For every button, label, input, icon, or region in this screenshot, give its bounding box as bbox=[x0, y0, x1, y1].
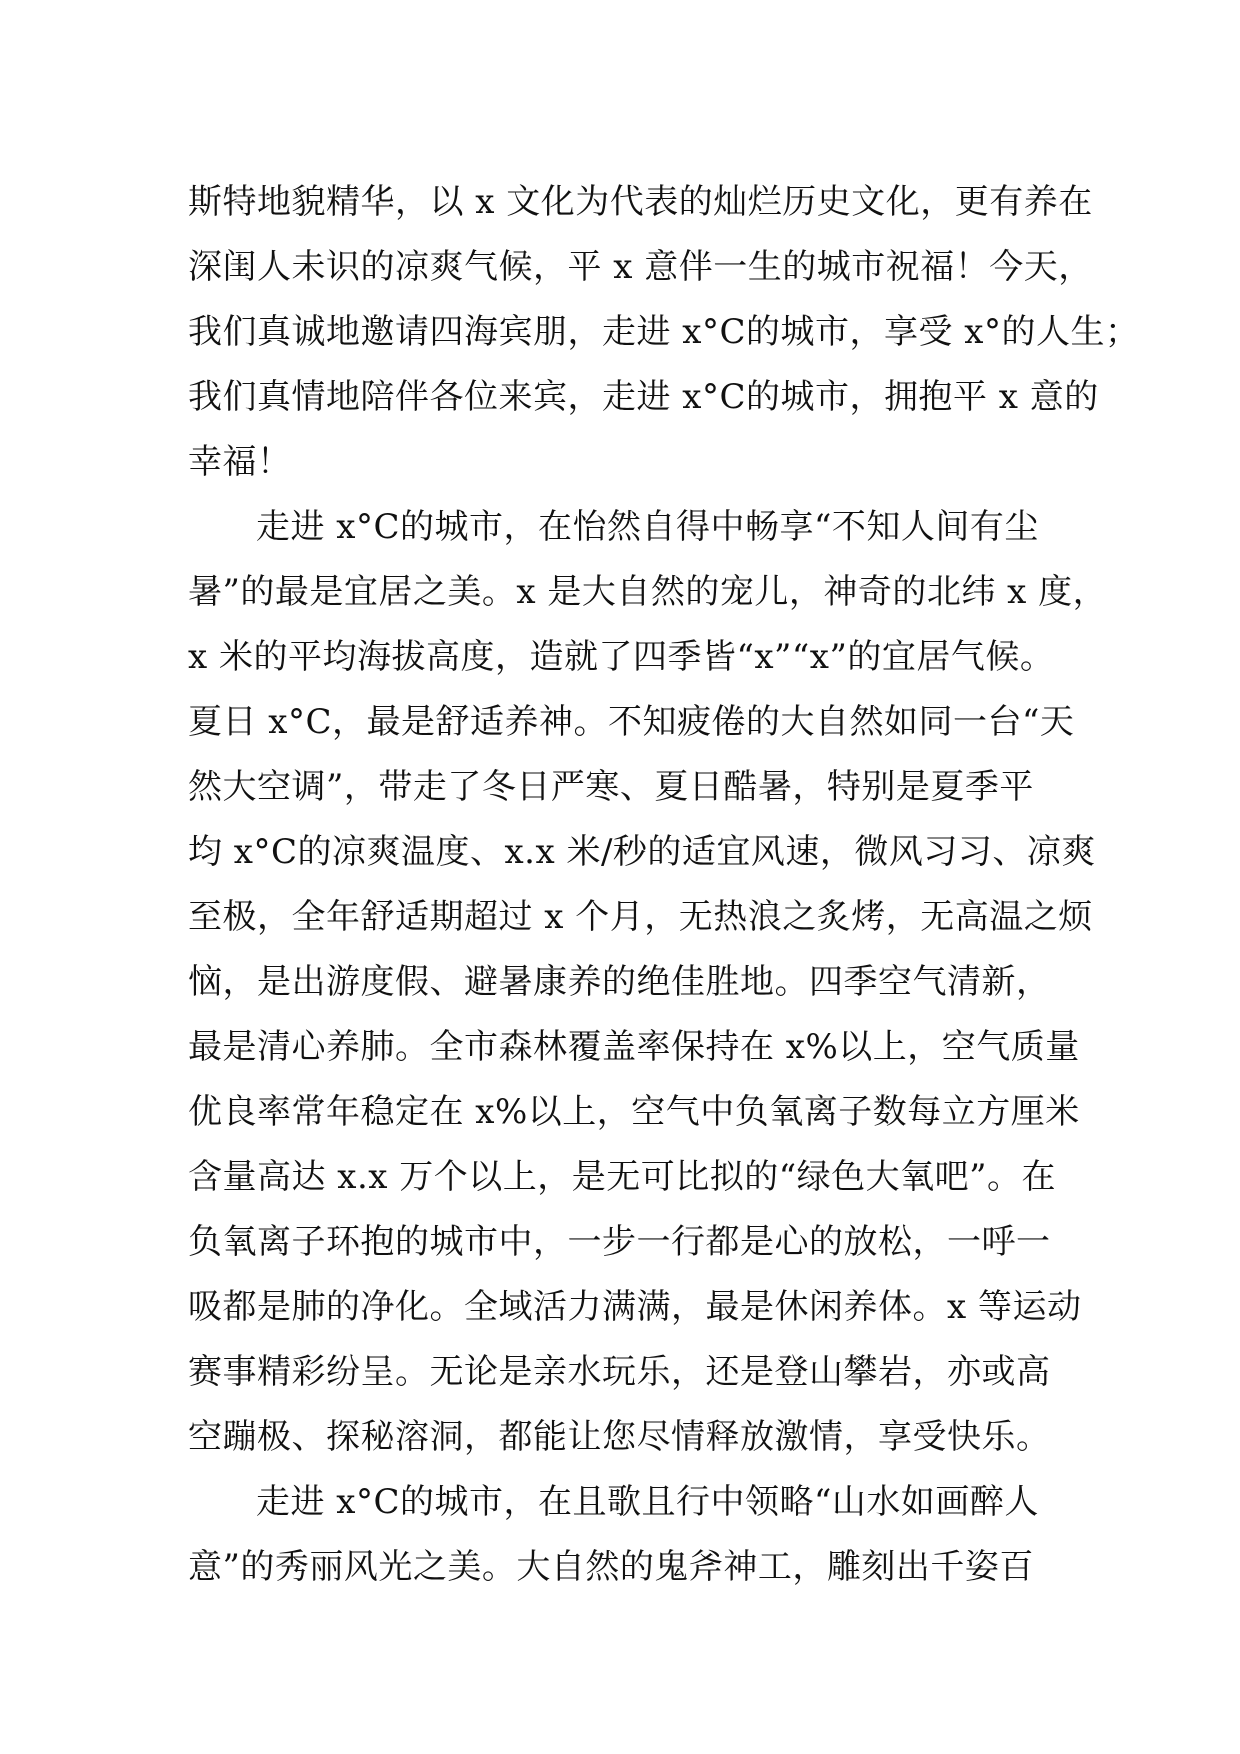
body-text bbox=[188, 170, 1140, 1600]
text-line: 然大空调”，带走了冬日严寒、夏日酷暑，特别是夏季平 bbox=[188, 767, 1034, 807]
text-line: x 米的平均海拔高度，造就了四季皆“x”“x”的宜居气候。 bbox=[188, 637, 1055, 677]
text-line: 幸福！ bbox=[188, 442, 292, 482]
text-line: 优良率常年稳定在 x%以上，空气中负氧离子数每立方厘米 bbox=[188, 1092, 1080, 1132]
text-line: 我们真情地陪伴各位来宾，走进 x°C的城市，拥抱平 x 意的 bbox=[188, 377, 1099, 417]
text-line: 吸都是肺的净化。全域活力满满，最是休闲养体。x 等运动 bbox=[188, 1287, 1082, 1327]
text-line: 暑”的最是宜居之美。x 是大自然的宠儿，神奇的北纬 x 度， bbox=[188, 572, 1108, 612]
text-line: 意”的秀丽风光之美。大自然的鬼斧神工，雕刻出千姿百 bbox=[188, 1547, 1034, 1587]
text-line: 空蹦极、探秘溶洞，都能让您尽情释放激情，享受快乐。 bbox=[188, 1417, 1051, 1457]
text-line: 含量高达 x.x 万个以上，是无可比拟的“绿色大氧吧”。在 bbox=[188, 1157, 1057, 1197]
text-line: 负氧离子环抱的城市中，一步一行都是心的放松，一呼一 bbox=[188, 1222, 1051, 1262]
text-line: 最是清心养肺。全市森林覆盖率保持在 x%以上，空气质量 bbox=[188, 1027, 1080, 1067]
paragraph-first-line: 走进 x°C的城市，在怡然自得中畅享“不知人间有尘 bbox=[256, 507, 1039, 547]
text-line: 夏日 x°C，最是舒适养神。不知疲倦的大自然如同一台“天 bbox=[188, 702, 1075, 742]
text-line: 深闺人未识的凉爽气候，平 x 意伴一生的城市祝福！今天， bbox=[188, 247, 1093, 287]
text-line: 均 x°C的凉爽温度、x.x 米/秒的适宜风速，微风习习、凉爽 bbox=[188, 832, 1096, 872]
text-line: 恼，是出游度假、避暑康养的绝佳胜地。四季空气清新， bbox=[188, 962, 1051, 1002]
paragraph-first-line: 走进 x°C的城市，在且歌且行中领略“山水如画醉人 bbox=[256, 1482, 1039, 1522]
text-line: 至极，全年舒适期超过 x 个月，无热浪之炙烤，无高温之烦 bbox=[188, 897, 1093, 937]
text-line: 赛事精彩纷呈。无论是亲水玩乐，还是登山攀岩，亦或高 bbox=[188, 1352, 1051, 1392]
text-line: 我们真诚地邀请四海宾朋，走进 x°C的城市，享受 x°的人生； bbox=[188, 312, 1140, 352]
text-line: 斯特地貌精华，以 x 文化为代表的灿烂历史文化，更有养在 bbox=[188, 182, 1093, 222]
